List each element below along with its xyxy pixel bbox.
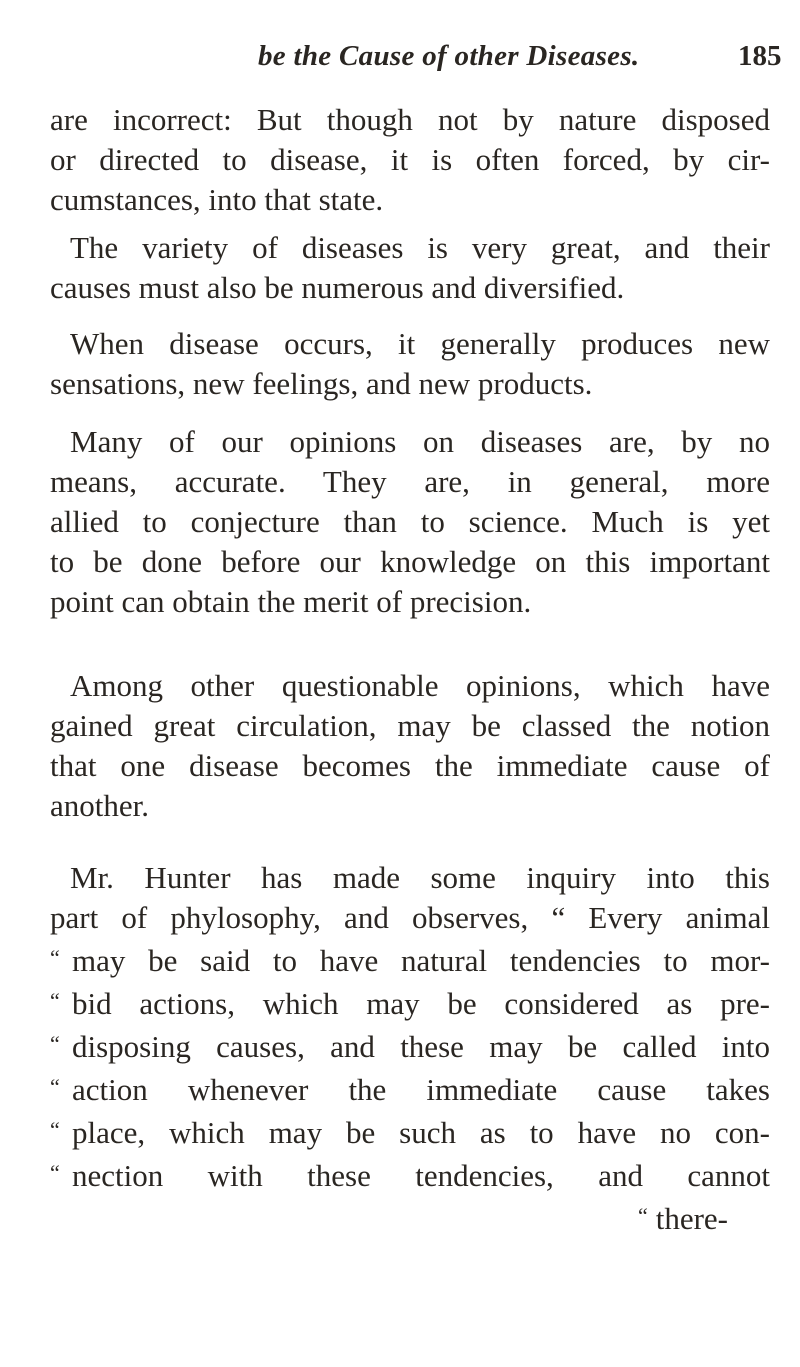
text-line: causes must also be numerous and diversified. [50, 270, 625, 305]
paragraph-3 [50, 324, 770, 404]
text-line: bid actions, which may be considered as pre- [72, 986, 770, 1021]
catchword: there- [655, 1201, 728, 1236]
quoted-line [50, 1067, 770, 1110]
quoted-line [50, 1153, 770, 1196]
text-line: disposing causes, and these may be called into [72, 1029, 770, 1064]
quote-mark: “ [50, 1160, 60, 1185]
quote-mark: “ [50, 1031, 60, 1056]
text-line: action whenever the immediate cause takes [72, 1072, 770, 1107]
paragraph-2 [50, 228, 770, 308]
text-line: place, which may be such as to have no con- [72, 1115, 770, 1150]
text-line: sensations, new feelings, and new products. [50, 366, 593, 401]
text-line: part of phylosophy, and observes, “ Every animal [50, 900, 770, 935]
quote-mark: “ [50, 945, 60, 970]
text-line: gained great circulation, may be classed the notion [50, 708, 770, 743]
text-line: The variety of diseases is very great, and their [70, 230, 770, 265]
paragraph-6 [50, 858, 770, 1239]
catchword-line [50, 1196, 770, 1239]
quote-mark: “ [50, 988, 60, 1013]
text-line: Among other questionable opinions, which have [70, 668, 770, 703]
text-line: cumstances, into that state. [50, 182, 384, 217]
quote-mark: “ [50, 1074, 60, 1099]
text-line: When disease occurs, it generally produces new [70, 326, 770, 361]
text-line: allied to conjecture than to science. Much is yet [50, 504, 770, 539]
text-line: another. [50, 788, 149, 823]
text-line: Many of our opinions on diseases are, by no [70, 424, 770, 459]
paragraph-4 [50, 422, 770, 622]
quoted-line [50, 1110, 770, 1153]
text-line: means, accurate. They are, in general, more [50, 464, 770, 499]
text-line: may be said to have natural tendencies to mor- [72, 943, 770, 978]
page-number: 185 [738, 40, 782, 72]
paragraph-5 [50, 666, 770, 826]
text-line: to be done before our knowledge on this important [50, 544, 770, 579]
text-line: Mr. Hunter has made some inquiry into this [70, 860, 770, 895]
running-title: be the Cause of other Diseases. [258, 40, 640, 72]
quoted-line [50, 1024, 770, 1067]
quoted-line [50, 938, 770, 981]
text-line: point can obtain the merit of precision. [50, 584, 532, 619]
quoted-line [50, 981, 770, 1024]
running-header [0, 40, 800, 80]
quote-mark: “ [637, 1203, 648, 1228]
quote-mark: “ [50, 1117, 60, 1142]
paragraph-1 [50, 100, 770, 220]
text-line: that one disease becomes the immediate cause of [50, 748, 770, 783]
text-line: are incorrect: But though not by nature disposed [50, 102, 770, 137]
text-line: nection with these tendencies, and cannot [72, 1158, 770, 1193]
text-line: or directed to disease, it is often forced, by cir- [50, 142, 770, 177]
